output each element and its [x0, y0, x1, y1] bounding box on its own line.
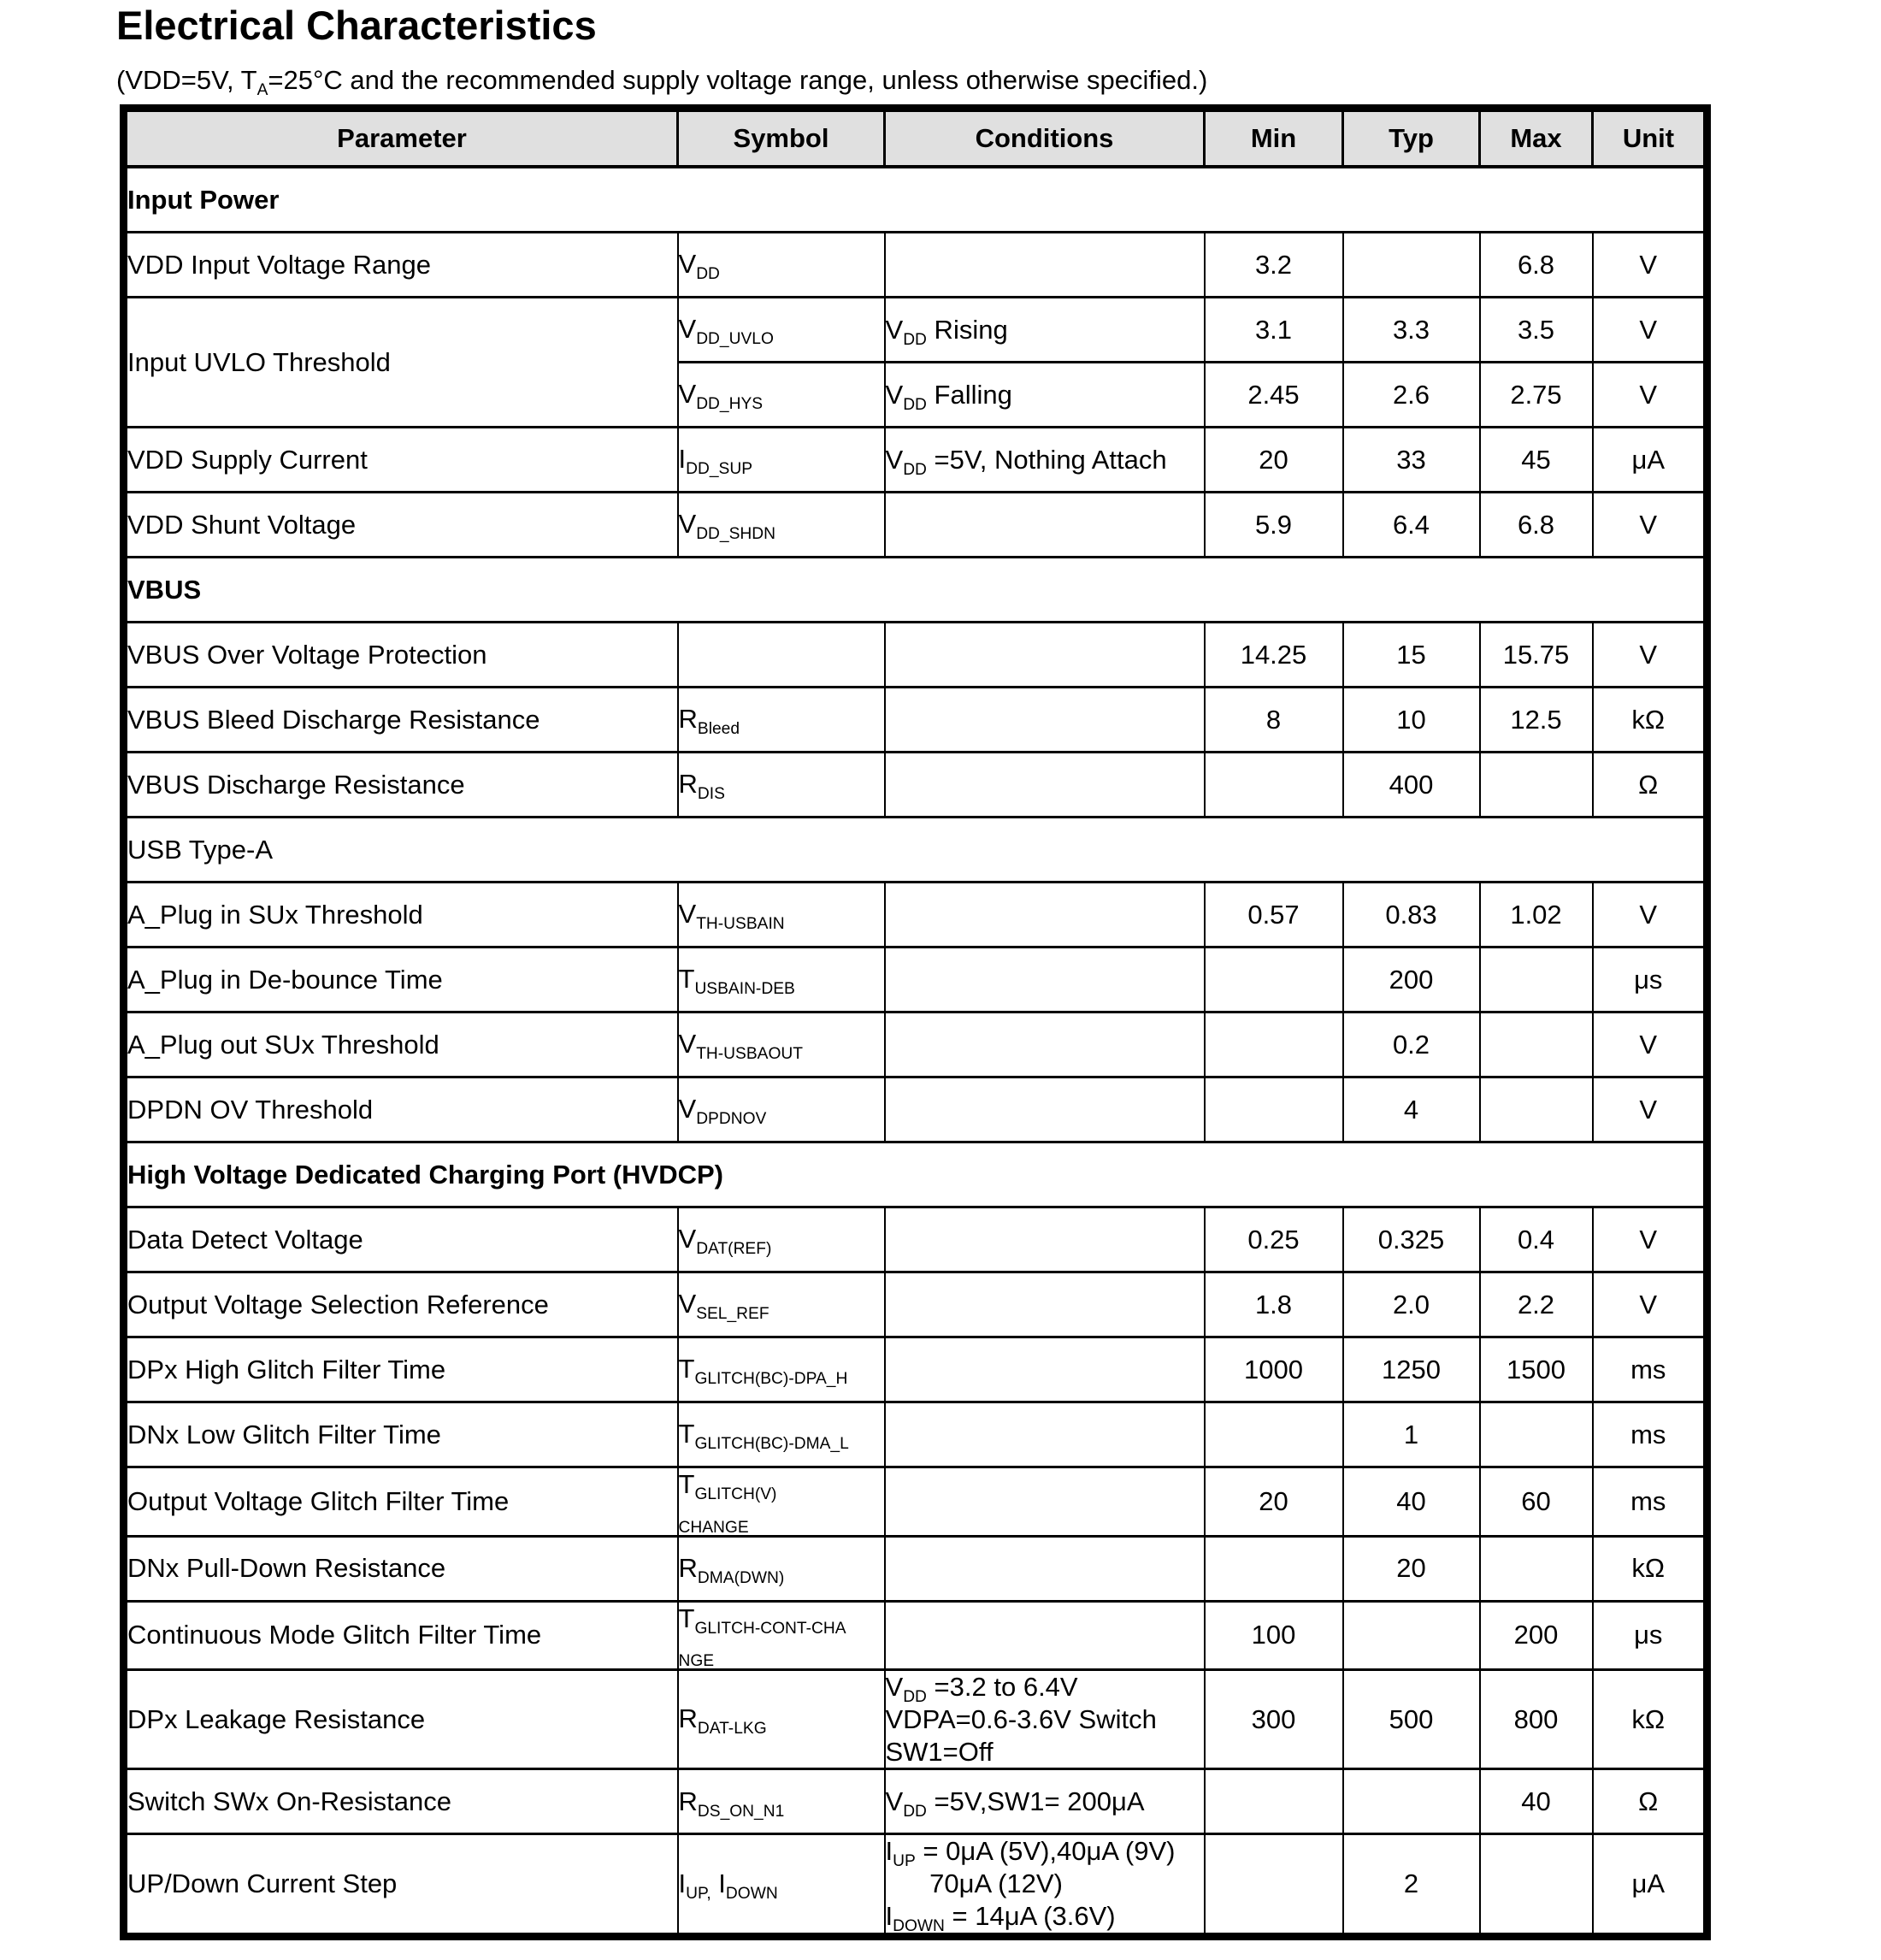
max-cell: 800 — [1480, 1670, 1593, 1769]
max-cell: 3.5 — [1480, 298, 1593, 363]
symbol-cell: $V_{SEL\_REF}$ — [678, 1272, 885, 1337]
min-cell: 0.57 — [1205, 883, 1343, 948]
header-row — [124, 109, 1707, 168]
unit-cell: kΩ — [1593, 1670, 1707, 1769]
max-cell — [1480, 948, 1593, 1012]
typ-cell — [1343, 233, 1480, 298]
section-row — [124, 1142, 1707, 1207]
conditions-cell — [885, 688, 1205, 753]
conditions-cell — [885, 1467, 1205, 1537]
param-cell: UP/Down Current Step — [124, 1834, 678, 1936]
symbol-cell: $R_{DIS}$ — [678, 753, 885, 818]
table-row — [124, 1467, 1707, 1537]
param-cell: DNx Low Glitch Filter Time — [124, 1402, 678, 1467]
param-cell: DPx High Glitch Filter Time — [124, 1337, 678, 1402]
typ-cell: 500 — [1343, 1670, 1480, 1769]
table-row — [124, 1670, 1707, 1769]
conditions-cell — [885, 1601, 1205, 1670]
section-row — [124, 818, 1707, 883]
unit-cell: V — [1593, 493, 1707, 558]
unit-cell: Ω — [1593, 1769, 1707, 1834]
conditions-cell — [885, 493, 1205, 558]
unit-cell: V — [1593, 363, 1707, 428]
min-cell — [1205, 1077, 1343, 1142]
conditions-cell: $V_{DD} =5V,SW1= 200\mu A$ — [885, 1769, 1205, 1834]
max-cell — [1480, 753, 1593, 818]
table-row — [124, 1402, 1707, 1467]
param-cell: Continuous Mode Glitch Filter Time — [124, 1601, 678, 1670]
col-header-symbol: Symbol — [678, 109, 885, 168]
max-cell: 6.8 — [1480, 493, 1593, 558]
col-header-typ: Typ — [1343, 109, 1480, 168]
symbol-cell: $R_{Bleed}$ — [678, 688, 885, 753]
max-cell: 15.75 — [1480, 623, 1593, 688]
param-cell: VBUS Over Voltage Protection — [124, 623, 678, 688]
param-cell: Data Detect Voltage — [124, 1207, 678, 1272]
symbol-cell: $T_{GLITCH(BC)-DMA\_L}$ — [678, 1402, 885, 1467]
param-cell: A_Plug out SUx Threshold — [124, 1012, 678, 1077]
param-cell: DPx Leakage Resistance — [124, 1670, 678, 1769]
param-cell: A_Plug in De-bounce Time — [124, 948, 678, 1012]
typ-cell: 1 — [1343, 1402, 1480, 1467]
unit-cell: V — [1593, 1077, 1707, 1142]
min-cell — [1205, 1012, 1343, 1077]
unit-cell: V — [1593, 1272, 1707, 1337]
symbol-cell: $V_{DD\_UVLO}$ — [678, 298, 885, 363]
col-header-conditions: Conditions — [885, 109, 1205, 168]
symbol-cell: $R_{DS\_ON\_N1}$ — [678, 1769, 885, 1834]
symbol-cell: $V_{DAT(REF)}$ — [678, 1207, 885, 1272]
param-cell: Output Voltage Glitch Filter Time — [124, 1467, 678, 1537]
typ-cell: 40 — [1343, 1467, 1480, 1537]
conditions-cell: $V_{DD}$ Falling — [885, 363, 1205, 428]
section-label: Input Power — [124, 167, 1707, 233]
unit-cell: ms — [1593, 1337, 1707, 1402]
max-cell: 200 — [1480, 1601, 1593, 1670]
min-cell: 0.25 — [1205, 1207, 1343, 1272]
typ-cell: 200 — [1343, 948, 1480, 1012]
min-cell: 2.45 — [1205, 363, 1343, 428]
typ-cell: 2 — [1343, 1834, 1480, 1936]
max-cell: 1.02 — [1480, 883, 1593, 948]
symbol-cell: $V_{DD\_SHDN}$ — [678, 493, 885, 558]
typ-cell: 3.3 — [1343, 298, 1480, 363]
table-row — [124, 1601, 1707, 1670]
conditions-cell — [885, 1077, 1205, 1142]
section-label: VBUS — [124, 558, 1707, 623]
symbol-cell: $V_{DD\_HYS}$ — [678, 363, 885, 428]
section-label: USB Type-A — [124, 818, 1707, 883]
table-row — [124, 233, 1707, 298]
unit-cell: kΩ — [1593, 1536, 1707, 1601]
param-cell: DPDN OV Threshold — [124, 1077, 678, 1142]
typ-cell: 0.325 — [1343, 1207, 1480, 1272]
param-cell: A_Plug in SUx Threshold — [124, 883, 678, 948]
section-label: High Voltage Dedicated Charging Port (HVDCP) — [124, 1142, 1707, 1207]
max-cell: 1500 — [1480, 1337, 1593, 1402]
param-cell: DNx Pull-Down Resistance — [124, 1536, 678, 1601]
min-cell: 20 — [1205, 428, 1343, 493]
max-cell — [1480, 1402, 1593, 1467]
typ-cell: 2.0 — [1343, 1272, 1480, 1337]
symbol-cell: $T_{GLITCH-CONT-CHA}$ $_{NGE}$ — [678, 1601, 885, 1670]
symbol-cell: $I_{DD\_SUP}$ — [678, 428, 885, 493]
min-cell: 14.25 — [1205, 623, 1343, 688]
symbol-cell: $V_{TH-USBAIN}$ — [678, 883, 885, 948]
typ-cell: 2.6 — [1343, 363, 1480, 428]
typ-cell: 1250 — [1343, 1337, 1480, 1402]
table-row — [124, 493, 1707, 558]
param-cell: Input UVLO Threshold — [124, 298, 678, 428]
conditions-cell: $V_{DD}$ Rising — [885, 298, 1205, 363]
max-cell: 2.2 — [1480, 1272, 1593, 1337]
typ-cell: 400 — [1343, 753, 1480, 818]
max-cell: 2.75 — [1480, 363, 1593, 428]
typ-cell — [1343, 1769, 1480, 1834]
param-cell: Switch SWx On-Resistance — [124, 1769, 678, 1834]
table-row — [124, 1077, 1707, 1142]
unit-cell: μA — [1593, 1834, 1707, 1936]
min-cell — [1205, 753, 1343, 818]
table-row — [124, 298, 1707, 363]
symbol-cell: $V_{DPDNOV}$ — [678, 1077, 885, 1142]
conditions-cell — [885, 1402, 1205, 1467]
max-cell — [1480, 1012, 1593, 1077]
table-row — [124, 948, 1707, 1012]
section-row — [124, 558, 1707, 623]
min-cell — [1205, 1834, 1343, 1936]
table-row — [124, 1272, 1707, 1337]
unit-cell: V — [1593, 1012, 1707, 1077]
conditions-cell — [885, 623, 1205, 688]
symbol-cell: $R_{DAT-LKG}$ — [678, 1670, 885, 1769]
conditions-cell — [885, 948, 1205, 1012]
typ-cell: 33 — [1343, 428, 1480, 493]
param-cell: Output Voltage Selection Reference — [124, 1272, 678, 1337]
unit-cell: ms — [1593, 1467, 1707, 1537]
conditions-cell — [885, 1012, 1205, 1077]
page-title: Electrical Characteristics — [116, 3, 597, 48]
table-body — [124, 167, 1707, 1936]
param-cell: VBUS Discharge Resistance — [124, 753, 678, 818]
electrical-characteristics-table — [120, 104, 1711, 1940]
conditions-cell — [885, 1207, 1205, 1272]
param-cell: VDD Shunt Voltage — [124, 493, 678, 558]
min-cell — [1205, 1402, 1343, 1467]
table-row — [124, 623, 1707, 688]
unit-cell: V — [1593, 233, 1707, 298]
max-cell: 45 — [1480, 428, 1593, 493]
conditions-cell — [885, 1272, 1205, 1337]
max-cell — [1480, 1077, 1593, 1142]
table-row — [124, 1536, 1707, 1601]
typ-cell: 6.4 — [1343, 493, 1480, 558]
table-row — [124, 753, 1707, 818]
max-cell: 12.5 — [1480, 688, 1593, 753]
unit-cell: kΩ — [1593, 688, 1707, 753]
conditions-cell — [885, 753, 1205, 818]
param-cell: VDD Input Voltage Range — [124, 233, 678, 298]
max-cell — [1480, 1834, 1593, 1936]
unit-cell: Ω — [1593, 753, 1707, 818]
min-cell: 3.2 — [1205, 233, 1343, 298]
page-subtitle: (VDD=5V, $T_A=25^\circ C$ and the recommended supply voltage range, unless otherwise specified.) — [116, 65, 1208, 100]
table-row — [124, 688, 1707, 753]
typ-cell: 0.2 — [1343, 1012, 1480, 1077]
table-row — [124, 1769, 1707, 1834]
typ-cell — [1343, 1601, 1480, 1670]
symbol-cell — [678, 623, 885, 688]
symbol-cell: $V_{DD}$ — [678, 233, 885, 298]
min-cell: 5.9 — [1205, 493, 1343, 558]
unit-cell: V — [1593, 883, 1707, 948]
table-row — [124, 1012, 1707, 1077]
symbol-cell: $I_{UP,}$ $I_{DOWN}$ — [678, 1834, 885, 1936]
min-cell: 300 — [1205, 1670, 1343, 1769]
conditions-cell — [885, 233, 1205, 298]
conditions-cell: $V_{DD} =5V$, Nothing Attach — [885, 428, 1205, 493]
symbol-cell: $T_{GLITCH(V)}$ $_{CHANGE}$ — [678, 1467, 885, 1537]
unit-cell: μA — [1593, 428, 1707, 493]
min-cell: 1000 — [1205, 1337, 1343, 1402]
unit-cell: V — [1593, 1207, 1707, 1272]
max-cell: 0.4 — [1480, 1207, 1593, 1272]
param-cell: VBUS Bleed Discharge Resistance — [124, 688, 678, 753]
table-row — [124, 1834, 1707, 1936]
min-cell: 100 — [1205, 1601, 1343, 1670]
min-cell: 8 — [1205, 688, 1343, 753]
col-header-max: Max — [1480, 109, 1593, 168]
col-header-unit: Unit — [1593, 109, 1707, 168]
unit-cell: μs — [1593, 948, 1707, 1012]
conditions-cell: $V_{DD} =3.2$ to 6.4V VDPA=0.6-3.6V Switch SW1=Off — [885, 1670, 1205, 1769]
symbol-cell: $R_{DMA(DWN)}$ — [678, 1536, 885, 1601]
table-row — [124, 883, 1707, 948]
typ-cell: 15 — [1343, 623, 1480, 688]
min-cell — [1205, 948, 1343, 1012]
unit-cell: V — [1593, 298, 1707, 363]
max-cell: 6.8 — [1480, 233, 1593, 298]
col-header-min: Min — [1205, 109, 1343, 168]
typ-cell: 4 — [1343, 1077, 1480, 1142]
unit-cell: V — [1593, 623, 1707, 688]
param-cell: VDD Supply Current — [124, 428, 678, 493]
typ-cell: 10 — [1343, 688, 1480, 753]
max-cell: 40 — [1480, 1769, 1593, 1834]
min-cell: 20 — [1205, 1467, 1343, 1537]
symbol-cell: $T_{USBAIN-DEB}$ — [678, 948, 885, 1012]
unit-cell: ms — [1593, 1402, 1707, 1467]
conditions-cell — [885, 1536, 1205, 1601]
min-cell — [1205, 1769, 1343, 1834]
table-row — [124, 1337, 1707, 1402]
symbol-cell: $T_{GLITCH(BC)-DPA\_H}$ — [678, 1337, 885, 1402]
symbol-cell: $V_{TH-USBAOUT}$ — [678, 1012, 885, 1077]
section-row — [124, 167, 1707, 233]
conditions-cell — [885, 1337, 1205, 1402]
conditions-cell — [885, 883, 1205, 948]
min-cell: 3.1 — [1205, 298, 1343, 363]
max-cell — [1480, 1536, 1593, 1601]
col-header-parameter: Parameter — [124, 109, 678, 168]
unit-cell: μs — [1593, 1601, 1707, 1670]
typ-cell: 0.83 — [1343, 883, 1480, 948]
table-row — [124, 428, 1707, 493]
max-cell: 60 — [1480, 1467, 1593, 1537]
typ-cell: 20 — [1343, 1536, 1480, 1601]
min-cell — [1205, 1536, 1343, 1601]
table-row — [124, 1207, 1707, 1272]
conditions-cell: $I_{UP} = 0\mu A$ (5V),40μA (9V) 70μA (12V) $I_{DOWN} = 14\mu A$ (3.6V) — [885, 1834, 1205, 1936]
min-cell: 1.8 — [1205, 1272, 1343, 1337]
